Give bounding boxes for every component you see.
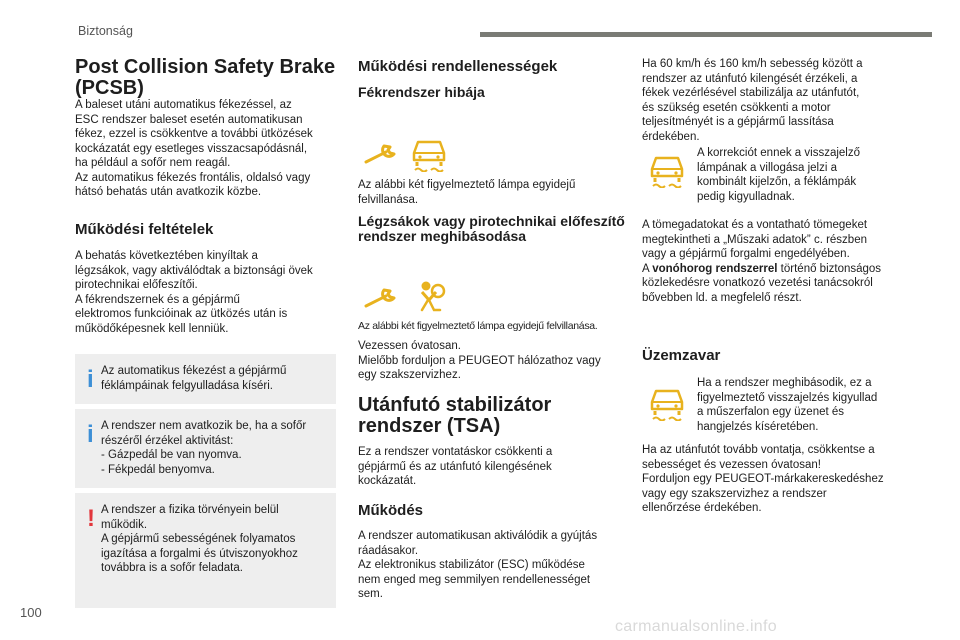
page-number: 100 — [20, 605, 42, 620]
fault-text: Ha az utánfutót tovább vontatja, csökkentse a sebességet és vezessen óvatosan! Forduljon egy PEUGEOT-márkakereskedéshez vagy egy szakszervizhez a rendszer ellenőrzése érdekében. — [642, 444, 884, 514]
esc-skid-icon — [410, 136, 448, 172]
watermark: carmanualsonline.info — [615, 618, 777, 635]
header-bar — [480, 32, 932, 37]
brake-fault-text: Az alábbi két figyelmeztető lámpa egyidejű felvillanása. — [358, 179, 576, 206]
esc-skid-icon — [648, 385, 686, 421]
esc-skid-icon — [648, 152, 686, 188]
note-warning — [75, 493, 336, 608]
advice-text: Vezessen óvatosan. Mielőbb forduljon a PEUGEOT hálózathoz vagy egy szakszervizhez. — [358, 340, 601, 381]
note-warning-text: A rendszer a fizika törvényein belül működik. A gépjármű sebességének folyamatos igazítása a forgalmi és útviszonyokhoz továbbra is a sofőr feladata. — [101, 504, 298, 574]
wrench-service-icon — [362, 282, 402, 312]
fault-heading: Üzemzavar — [642, 347, 721, 364]
brake-fault-heading: Fékrendszer hibája — [358, 84, 485, 100]
conditions-heading: Működési feltételek — [75, 221, 214, 238]
airbag-icon — [412, 278, 446, 314]
wrench-service-icon — [362, 138, 402, 168]
note-info-2-text: A rendszer nem avatkozik be, ha a sofőr részéről érzékel aktivitást: - Gázpedál be van nyomva. - Fékpedál benyomva. — [101, 420, 307, 476]
airbag-fault-text: Az alábbi két figyelmeztető lámpa egyidejű felvillanása. — [358, 320, 598, 332]
airbag-fault-heading: Légzsákok vagy pirotechnikai előfeszítő rendszer meghibásodása — [358, 213, 625, 244]
pcsb-title: Post Collision Safety Brake (PCSB) — [75, 56, 336, 99]
tsa-weights-text-a: A tömegadatokat és a vontatható tömegeket megtekintheti a „Műszaki adatok” c. részben vagy a gépjármű forgalmi engedélyében. A — [642, 219, 868, 275]
towbar-system-term: vonóhorog rendszerrel — [652, 262, 778, 275]
tsa-weights-text-b: történő biztonságos közlekedésre vonatkozó vezetési tanácsokról bővebben ld. a megfelelő részt. — [642, 262, 882, 304]
note-info-2 — [75, 409, 336, 488]
pcsb-intro: A baleset utáni automatikus fékezéssel, az ESC rendszer baleset esetén automatikusan fékez, ezzel is csökkentve a további ütközések kockázatát egy esetleges visszacsapódásnál, ha például a sofőr nem reagál. Az automatikus fékezés frontális, oldalsó vagy hátsó behatás után avatkozik közbe. — [75, 99, 313, 198]
note-info-1-text: Az automatikus fékezést a gépjármű féklámpáinak felgyulladása kíséri. — [101, 365, 287, 392]
tsa-weights-text — [642, 218, 907, 305]
warning-icon: ! — [87, 505, 95, 532]
malfunctions-heading: Működési rendellenességek — [358, 58, 558, 75]
fault-indicator-text: Ha a rendszer meghibásodik, ez a figyelmeztető visszajelzés kigyullad a műszerfalon egy üzenet és hangjelzés kíséretében. — [697, 377, 878, 433]
conditions-text: A behatás következtében kinyíltak a légzsákok, vagy aktiválódtak a biztonsági övek pirotechnikai előfeszítői. A fékrendszernek és a gépjármű elektromos funkcióinak az ütközés után is működőképesnek kell lenniük. — [75, 250, 313, 335]
info-icon: i — [87, 366, 94, 393]
tsa-speed-text: Ha 60 km/h és 160 km/h sebesség között a rendszer az utánfutó kilengését érzékeli, a fékek vezérlésével stabilizálja az utánfutót, és szükség esetén csökkenti a motor teljesítményét is a gépjármű lassítása érdekében. — [642, 58, 863, 143]
tsa-title: Utánfutó stabilizátor rendszer (TSA) — [358, 394, 552, 437]
operation-text: A rendszer automatikusan aktiválódik a gyújtás ráadásakor. Az elektronikus stabilizátor (ESC) működése nem enged meg semmilyen rendellenességet sem. — [358, 530, 598, 600]
section-label: Biztonság — [78, 24, 133, 38]
info-icon: i — [87, 421, 94, 448]
note-info-1 — [75, 354, 336, 404]
operation-heading: Működés — [358, 502, 424, 519]
tsa-indicator-text: A korrekciót ennek a visszajelző lámpának a villogása jelzi a kombinált kijelzőn, a féklámpák pedig kigyulladnak. — [697, 147, 860, 203]
tsa-intro: Ez a rendszer vontatáskor csökkenti a gépjármű és az utánfutó kilengésének kockázatát. — [358, 446, 553, 487]
